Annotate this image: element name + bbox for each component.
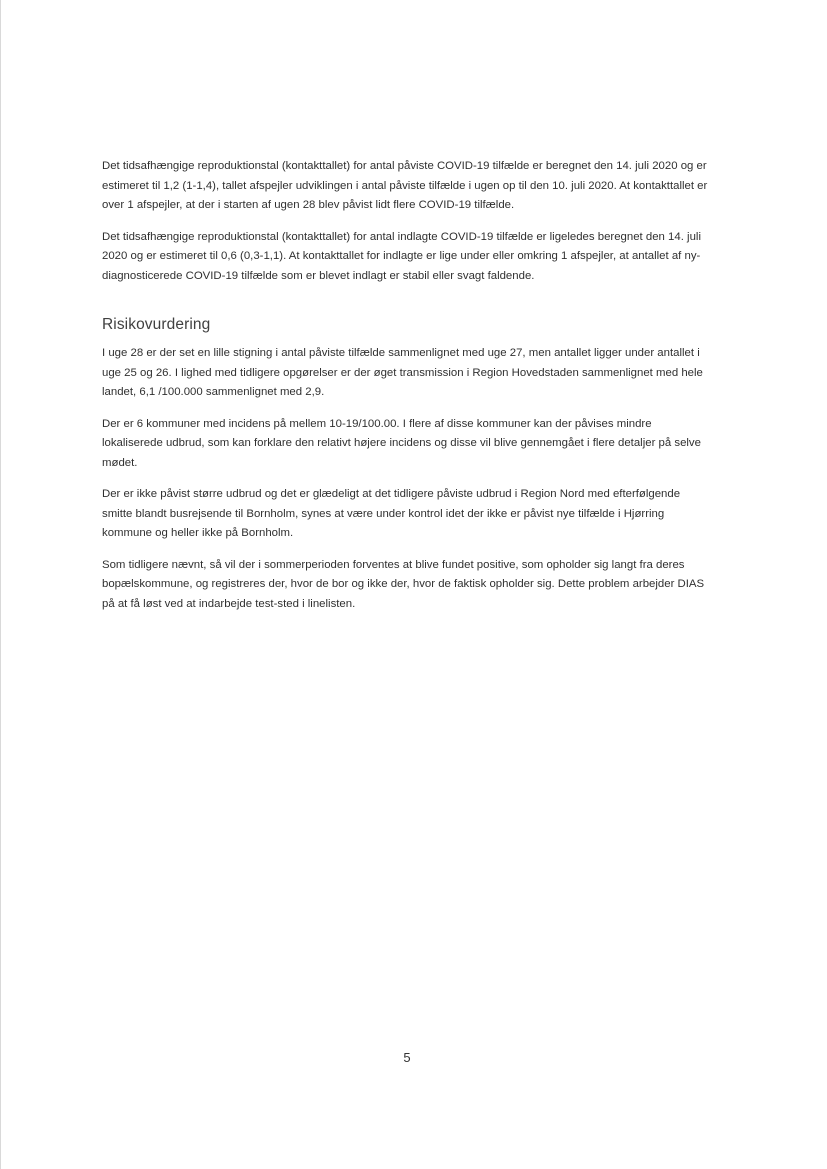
paragraph-municipalities-incidence: Der er 6 kommuner med incidens på mellem 10-19/100.00. I flere af disse kommuner kan der påvises mindre lokaliserede udbrud, som kan forklare den relativt højere incidens og disse vil blive gennemgået i flere detaljer på selve mødet. <box>102 417 701 469</box>
section-heading-risikovurdering: Risikovurdering <box>102 316 211 333</box>
paragraph-summer-period: Som tidligere nævnt, så vil der i sommerperioden forventes at blive fundet positive, som opholder sig langt fra deres bopælskommune, og registreres der, hvor de bor og ikke der, hvor de faktisk opholder sig. Dette problem arbejder DIAS på at få løst ved at indarbejde test-sted i linelisten. <box>102 558 705 610</box>
document-body <box>102 157 708 626</box>
paragraph-week-28-increase: I uge 28 er der set en lille stigning i antal påviste tilfælde sammenlignet med uge 27, men antallet ligger under antallet i uge 25 og 26. I lighed med tidligere opgørelser er der øget transmission i Region Hovedstaden sammenlignet med hele landet, 6,1 /100.000 sammenlignet med 2,9. <box>102 347 703 398</box>
page-number: 5 <box>403 1050 411 1065</box>
paragraph-outbreaks: Der er ikke påvist større udbrud og det er glædeligt at det tidligere påviste udbrud i Region Nord med efterfølgende smitte blandt busrejsende til Bornholm, synes at være under kontrol idet der ikke er påvist nye tilfælde i Hjørring kommune og heller ikke på Bornholm. <box>102 488 681 539</box>
paragraph-reproduction-number-cases: Det tidsafhængige reproduktionstal (kontakttallet) for antal påviste COVID-19 tilfælde er beregnet den 14. juli 2020 og er estimeret til 1,2 (1-1,4), tallet afspejler udviklingen i antal påviste tilfælde i ugen op til den 10. juli 2020. At kontakttallet er over 1 afspejler, at der i starten af ugen 28 blev påvist lidt flere COVID-19 tilfælde. <box>102 160 708 211</box>
paragraph-reproduction-number-admitted: Det tidsafhængige reproduktionstal (kontakttallet) for antal indlagte COVID-19 tilfælde er ligeledes beregnet den 14. juli 2020 og er estimeret til 0,6 (0,3-1,1). At kontakttallet for indlagte er lige under eller omkring 1 afspejler, at antallet af ny-diagnosticerede COVID-19 tilfælde som er blevet indlagt er stabil eller svagt faldende. <box>102 230 701 282</box>
